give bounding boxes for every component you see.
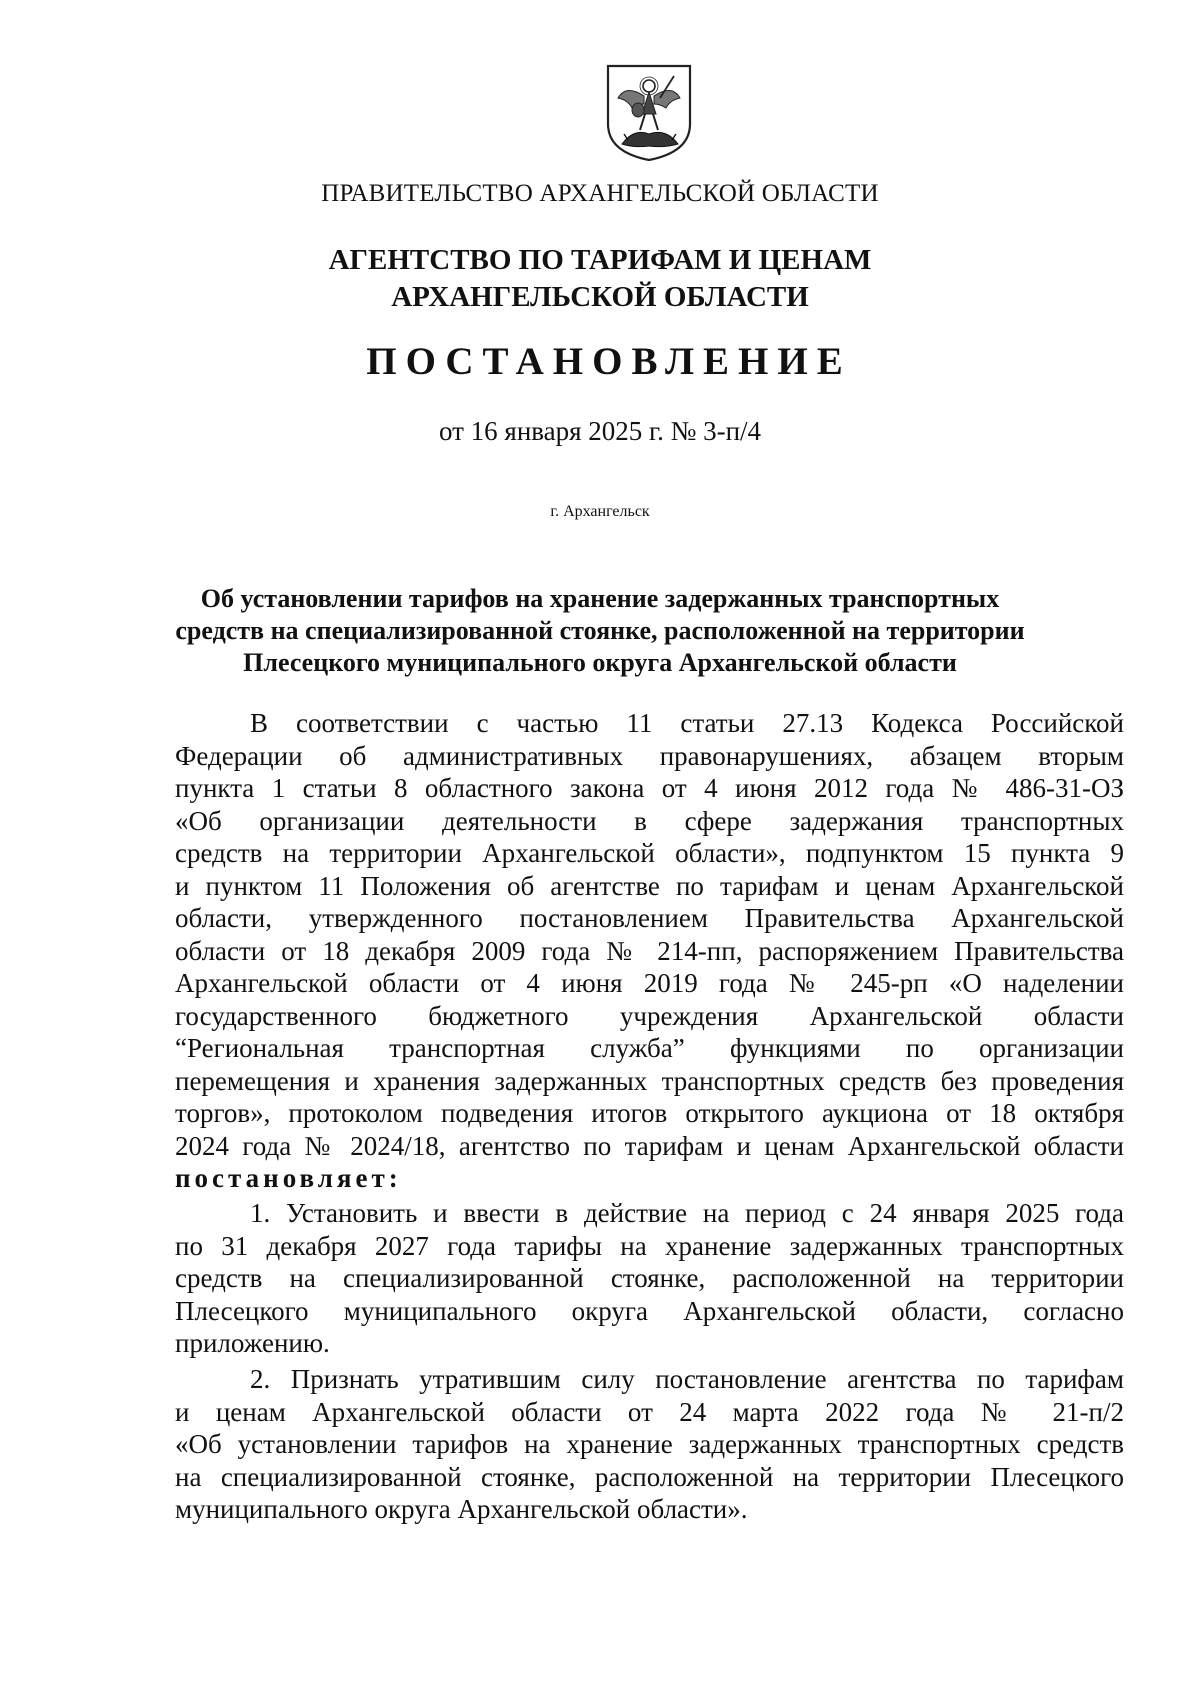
text-line: государственного бюджетного учреждения Архангельской области [175,1000,1124,1031]
text-line: муниципального округа Архангельской области». [175,1494,748,1524]
subject-line: Об установлении тарифов на хранение задержанных транспортных [200,584,1000,613]
date-and-number: от 16 января 2025 г. № 3-п/4 [438,416,762,446]
text-line: «Об установлении тарифов на хранение задержанных транспортных средств [175,1429,1124,1459]
text-line: 1. Установить и ввести в действие на период с 24 января 2025 года [250,1198,1124,1228]
text-line: перемещения и хранения задержанных транспортных средств без проведения [175,1065,1124,1096]
text-line: средств на территории Архангельской области», подпунктом 15 пункта 9 [175,838,1124,868]
document-subject [0,583,1200,679]
agency-name [0,242,1200,316]
preamble-paragraph [175,707,1124,1195]
coat-of-arms-icon [604,62,694,162]
item-1-paragraph [175,1197,1124,1360]
document-type-title: ПОСТАНОВЛЕНИЕ [366,340,852,383]
text-line: приложению. [175,1328,330,1358]
text-line: области от 18 декабря 2009 года № 214-пп, распоряжением Правительства [175,935,1124,966]
issuing-city: г. Архангельск [550,503,650,520]
text-line: Федерации об административных правонарушениях, абзацем вторым [175,740,1124,771]
decree-word: постановляет: [175,1163,402,1193]
text-line: В соответствии с частью 11 статьи 27.13 Кодекса Российской [250,708,1124,738]
agency-name-line: АГЕНТСТВО ПО ТАРИФАМ И ЦЕНАМ [328,244,872,276]
text-line: пункта 1 статьи 8 областного закона от 4 июня 2012 года № 486-31-ОЗ [175,773,1124,803]
text-line: Плесецкого муниципального округа Архангельской области, согласно [175,1295,1124,1326]
text-line: средств на специализированной стоянке, расположенной на территории [175,1263,1124,1293]
text-line: по 31 декабря 2027 года тарифы на хранение задержанных транспортных [175,1230,1124,1261]
text-line: «Об организации деятельности в сфере задержания транспортных [175,805,1124,836]
government-name: ПРАВИТЕЛЬСТВО АРХАНГЕЛЬСКОЙ ОБЛАСТИ [321,180,879,207]
text-line: и ценам Архангельской области от 24 марта 2022 года № 21-п/2 [175,1396,1124,1427]
text-line: 2. Признать утратившим силу постановление агентства по тарифам [250,1364,1124,1394]
text-line: торгов», протоколом подведения итогов открытого аукциона от 18 октября [175,1098,1124,1128]
subject-line: Плесецкого муниципального округа Архангельской области [243,648,957,677]
text-line: Архангельской области от 4 июня 2019 года № 245-рп «О наделении [175,968,1124,998]
text-line: на специализированной стоянке, расположенной на территории Плесецкого [175,1461,1124,1492]
item-2-paragraph [175,1363,1124,1526]
agency-name-line: АРХАНГЕЛЬСКОЙ ОБЛАСТИ [391,281,809,313]
text-line: “Региональная транспортная служба” функциями по организации [175,1033,1124,1063]
subject-line: средств на специализированной стоянке, расположенной на территории [175,616,1025,645]
text-line: и пунктом 11 Положения об агентстве по тарифам и ценам Архангельской [175,870,1124,901]
text-line: 2024 года № 2024/18, агентство по тарифам и ценам Архангельской области [175,1130,1124,1161]
text-line: области, утвержденного постановлением Правительства Архангельской [175,903,1124,933]
